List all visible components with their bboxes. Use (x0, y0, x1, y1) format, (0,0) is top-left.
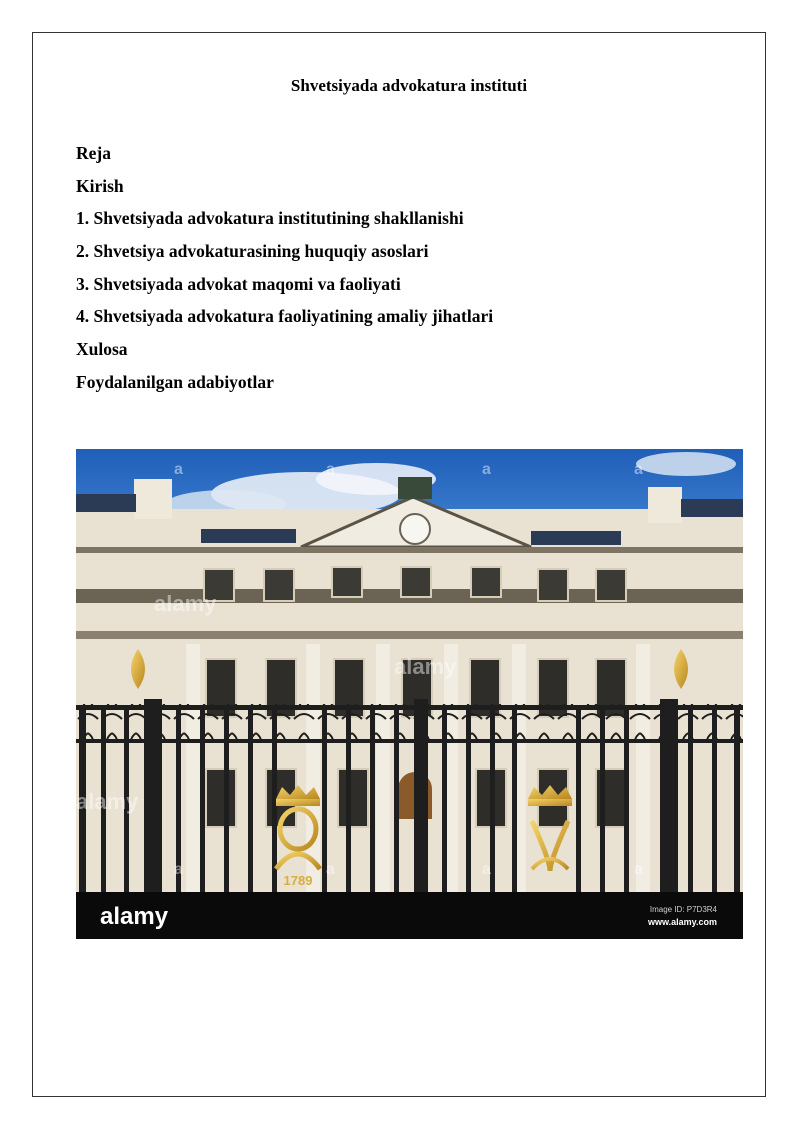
toc-item-conclusion: Xulosa (76, 339, 128, 360)
watermark-alamy: alamy (394, 654, 457, 679)
watermark-a: a (482, 861, 491, 878)
gate-year: 1789 (283, 873, 313, 888)
image-id: Image ID: P7D3R4 (649, 905, 717, 914)
toc-item-references: Foydalanilgan adabiyotlar (76, 371, 274, 392)
toc-item-2: 2. Shvetsiya advokaturasining huquqiy asoslari (76, 241, 429, 262)
toc-item-introduction: Kirish (76, 175, 124, 196)
alamy-footer-bar (76, 892, 743, 939)
watermark-alamy: alamy (76, 789, 139, 814)
document-title: Shvetsiyada advokatura instituti (290, 76, 528, 95)
watermark-a: a (326, 461, 335, 478)
watermark-a: a (174, 861, 183, 878)
table-of-contents (76, 141, 736, 403)
toc-heading: Reja (76, 143, 111, 163)
watermark-a: a (482, 461, 491, 478)
watermark-a: a (326, 861, 335, 878)
alamy-logo: alamy (100, 903, 169, 930)
watermark-a: a (634, 461, 643, 478)
watermark-a: a (174, 461, 183, 478)
building-photo (76, 449, 743, 939)
toc-item-4: 4. Shvetsiyada advokatura faoliyatining amaliy jihatlari (76, 306, 494, 327)
alamy-url: www.alamy.com (647, 917, 717, 927)
watermark-a: a (634, 861, 643, 878)
toc-item-1: 1. Shvetsiyada advokatura institutining shakllanishi (76, 208, 464, 229)
watermark-alamy: alamy (154, 591, 217, 616)
toc-item-3: 3. Shvetsiyada advokat maqomi va faoliyati (76, 273, 401, 294)
